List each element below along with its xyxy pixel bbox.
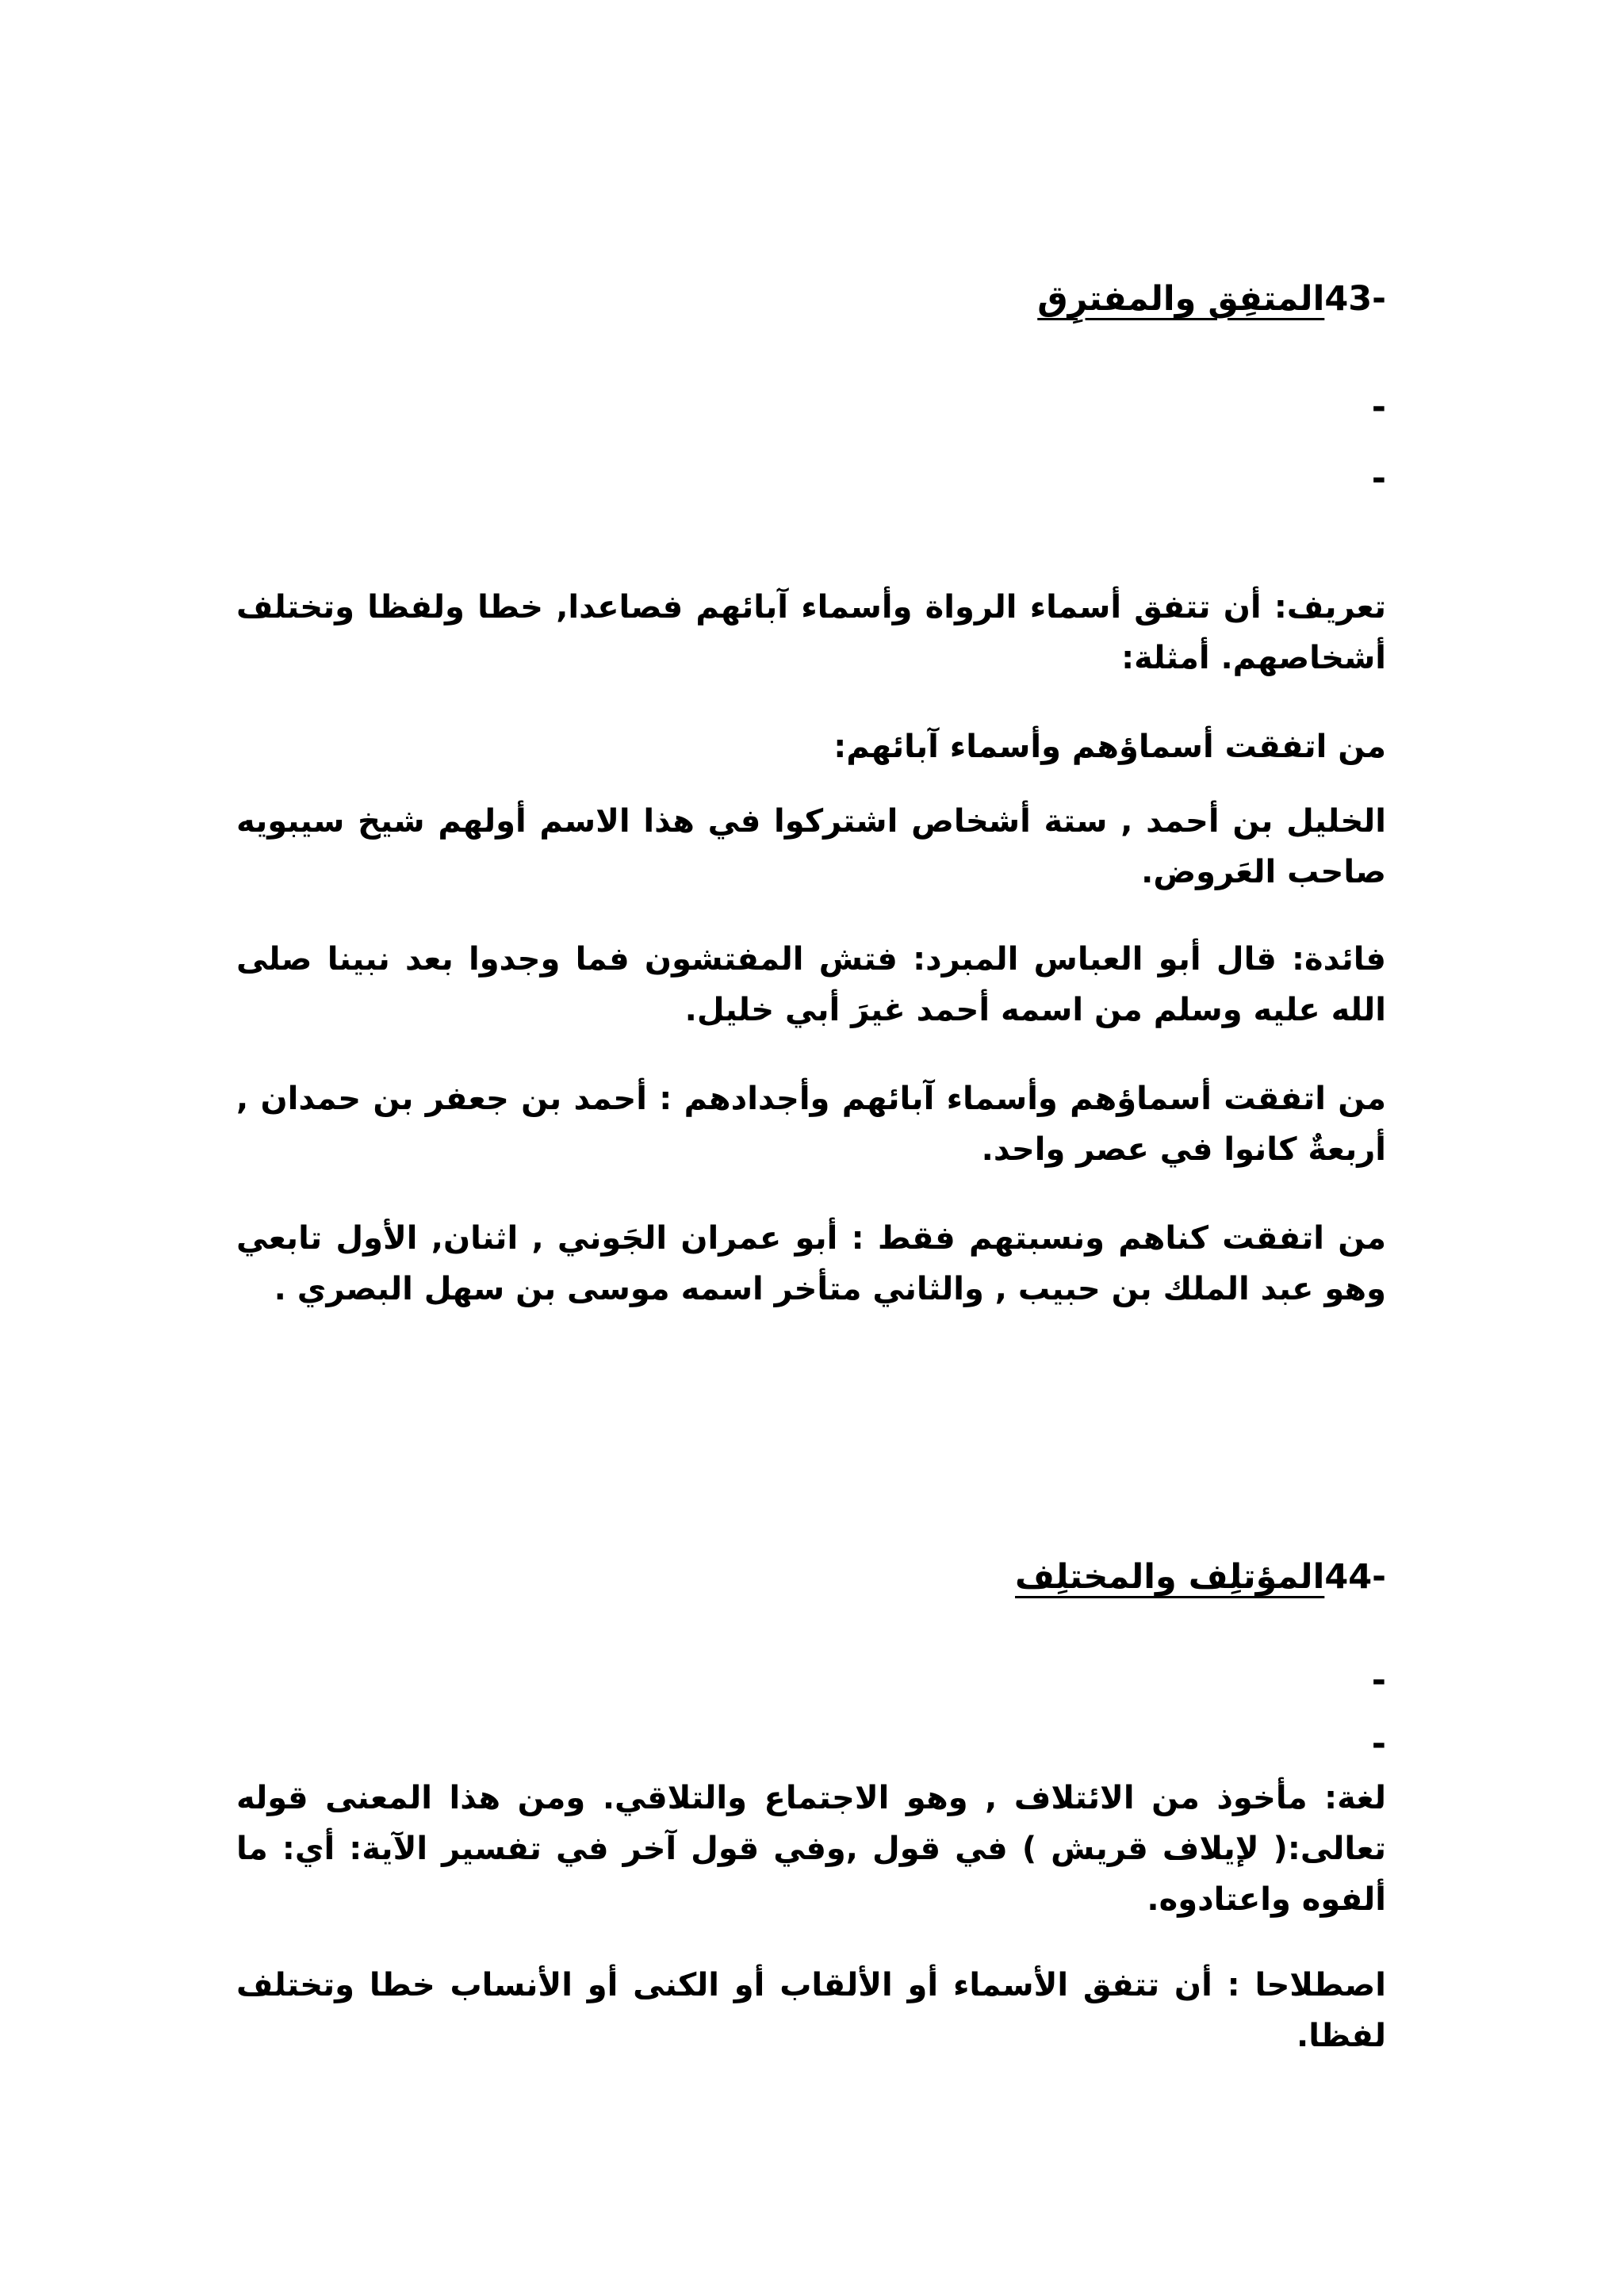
section-43-example-heading: من اتفقت أسماؤهم وأسماء آبائهم: xyxy=(833,729,1386,765)
section-44-heading xyxy=(1015,1557,1386,1597)
section-44-dash-1: - xyxy=(1371,1660,1386,1701)
section-43-dash-2: - xyxy=(1371,458,1386,499)
section-44-linguistic-definition: لغة: مأخوذ من الائتلاف , وهو الاجتماع والتلاقي. ومن هذا المعنى قوله تعالى:( لإيلاف قريش ) في قول ,وفي قول آخر في تفسير الآية: أي: ما ألفوه واعتادوه. xyxy=(236,1780,1386,1918)
section-43-example-kunya: من اتفقت كناهم ونسبتهم فقط : أبو عمران الجَوني , اثنان, الأول تابعي وهو عبد الملك بن حبيب , والثاني متأخر اسمه موسى بن سهل البصري . xyxy=(236,1220,1386,1307)
section-43-example-grandfathers: من اتفقت أسماؤهم وأسماء آبائهم وأجدادهم : أحمد بن جعفر بن حمدان , أربعةٌ كانوا في عصر واحد. xyxy=(236,1081,1386,1168)
section-43-dash-1: - xyxy=(1371,387,1386,427)
section-44-number: 44- xyxy=(1324,1557,1386,1597)
section-43-example-khalil: الخليل بن أحمد , ستة أشخاص اشتركوا في هذا الاسم أولهم شيخ سيبويه صاحب العَروض. xyxy=(236,803,1386,890)
section-44-dash-2: - xyxy=(1371,1724,1386,1764)
section-43-number: 43- xyxy=(1324,279,1386,319)
section-43-heading xyxy=(1037,279,1386,319)
section-43-definition: تعريف: أن تتفق أسماء الرواة وأسماء آبائهم فصاعدا, خطا ولفظا وتختلف أشخاصهم. أمثلة: xyxy=(236,589,1386,676)
section-44-title: المؤتلِف والمختلِف xyxy=(1015,1557,1325,1597)
section-43-title: المتفِق والمفترِق xyxy=(1037,279,1325,319)
section-43-benefit: فائدة: قال أبو العباس المبرد: فتش المفتشون فما وجدوا بعد نبينا صلى الله عليه وسلم من اسمه أحمد غيرَ أبي خليل. xyxy=(236,941,1386,1028)
section-44-technical-definition: اصطلاحا : أن تتفق الأسماء أو الألقاب أو الكنى أو الأنساب خطا وتختلف لفظا. xyxy=(236,1967,1386,2054)
